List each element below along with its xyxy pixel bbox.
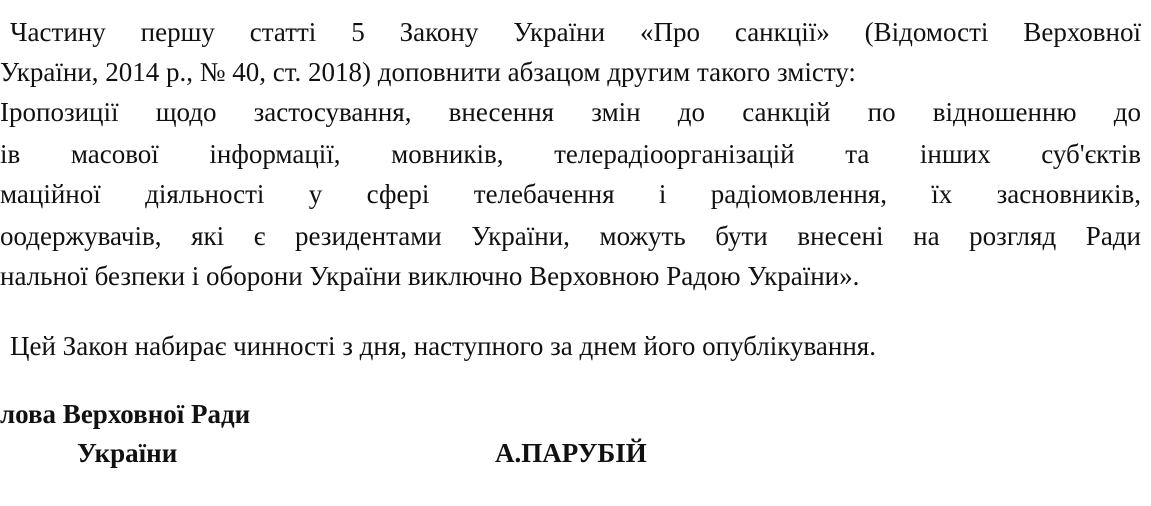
amendment-line-4: ів масової інформації, мовників, телерадіоорганізацій та інших суб'єктів	[0, 139, 1141, 169]
amendment-line-2: України, 2014 р., № 40, ст. 2018) доповнити абзацом другим такого змісту:	[0, 57, 856, 87]
signatory-name: А.ПАРУБІЙ	[495, 438, 647, 468]
signature-title-line-1: лова Верховної Ради	[0, 399, 251, 429]
amendment-line-7: нальної безпеки і оборони України виключно Верховною Радою України».	[0, 261, 860, 291]
amendment-line-3: Іропозиції щодо застосування, внесення змін до санкцій по відношенню до	[0, 97, 1141, 127]
amendment-line-1: Частину першу статті 5 Закону України «Про санкції» (Відомості Верховної	[10, 17, 1141, 47]
signature-title-line-2: України	[77, 438, 178, 468]
amendment-line-5: маційної діяльності у сфері телебачення і радіомовлення, їх засновників,	[0, 179, 1141, 209]
effective-date-paragraph: Цей Закон набирає чинності з дня, наступного за днем його опублікування.	[10, 331, 876, 361]
amendment-line-6: оодержувачів, які є резидентами України, можуть бути внесені на розгляд Ради	[0, 221, 1141, 251]
